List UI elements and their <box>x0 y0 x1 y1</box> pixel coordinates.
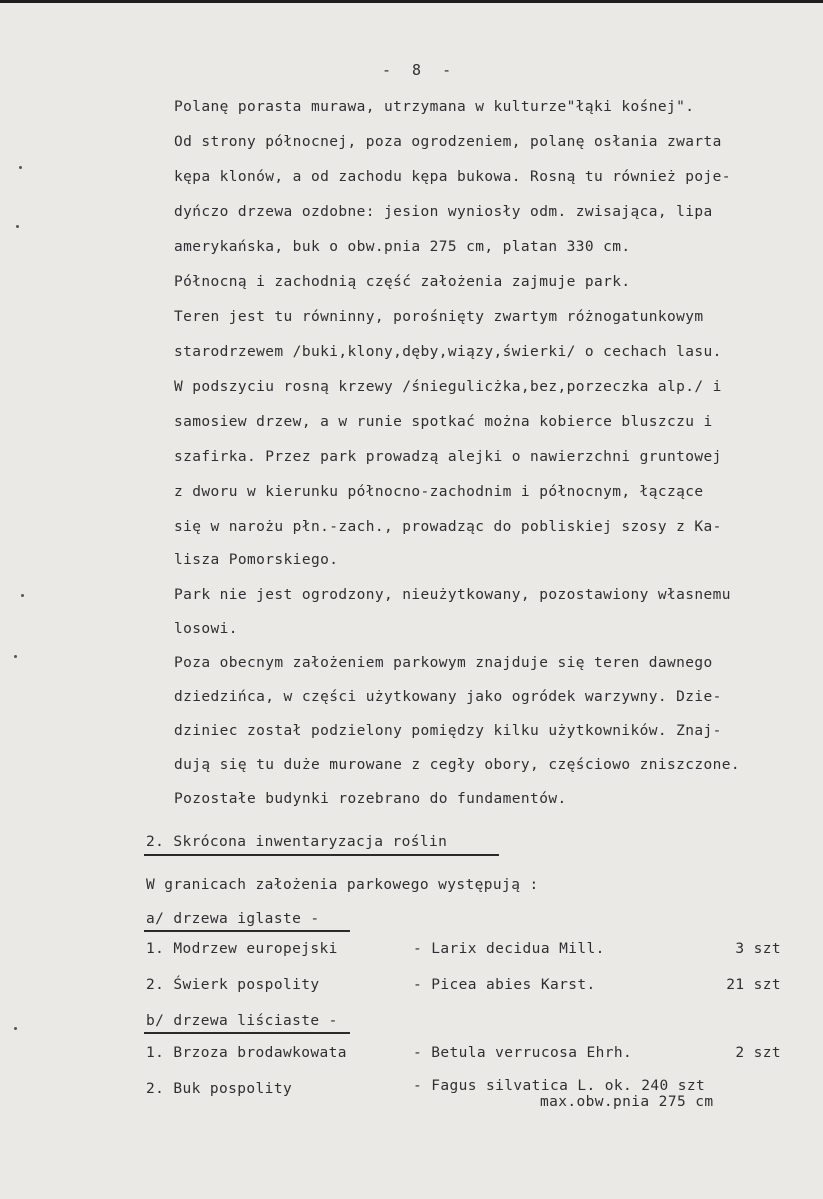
group-label-conifers: a/ drzewa iglaste - <box>146 911 320 927</box>
group-underline <box>144 1032 350 1034</box>
text-line: W podszyciu rosną krzewy /śniegulicżka,bez,porzeczka alp./ i <box>174 379 722 395</box>
text-line: kępa klonów, a od zachodu kępa bukowa. Rosną tu również poje- <box>174 169 731 185</box>
species-latin: - Larix decidua Mill. <box>413 941 605 957</box>
text-line: amerykańska, buk o obw.pnia 275 cm, platan 330 cm. <box>174 239 631 255</box>
text-line: Poza obecnym założeniem parkowym znajduje się teren dawnego <box>174 655 713 671</box>
inventory-intro: W granicach założenia parkowego występują : <box>146 877 539 893</box>
margin-speck <box>16 225 19 228</box>
species-latin: - Fagus silvatica L. ok. 240 szt <box>413 1078 706 1094</box>
page-number: - 8 - <box>382 61 458 79</box>
margin-speck <box>19 166 22 169</box>
heading-underline <box>144 854 499 856</box>
text-line: dziniec został podzielony pomiędzy kilku użytkowników. Znaj- <box>174 723 722 739</box>
margin-speck <box>14 655 17 658</box>
species-name: 2. Buk pospolity <box>146 1081 293 1097</box>
text-line: Pozostałe budynki rozebrano do fundamentów. <box>174 791 567 807</box>
species-name: 1. Brzoza brodawkowata <box>146 1045 347 1061</box>
text-line: losowi. <box>174 621 238 637</box>
species-latin: - Betula verrucosa Ehrh. <box>413 1045 633 1061</box>
text-line: szafirka. Przez park prowadzą alejki o nawierzchni gruntowej <box>174 449 722 465</box>
species-note: max.obw.pnia 275 cm <box>540 1094 714 1110</box>
text-line: się w narożu płn.-zach., prowadząc do pobliskiej szosy z Ka- <box>174 519 722 535</box>
text-line: z dworu w kierunku północno-zachodnim i północnym, łączące <box>174 484 704 500</box>
text-line: dyńczo drzewa ozdobne: jesion wyniosły odm. zwisająca, lipa <box>174 204 713 220</box>
text-line: samosiew drzew, a w runie spotkać można kobierce bluszczu i <box>174 414 713 430</box>
text-line: dziedzińca, w części użytkowany jako ogródek warzywny. Dzie- <box>174 689 722 705</box>
group-underline <box>144 930 350 932</box>
margin-speck <box>21 594 24 597</box>
species-count: 21 szt <box>726 977 781 993</box>
species-count: 2 szt <box>735 1045 781 1061</box>
species-count: 3 szt <box>735 941 781 957</box>
text-line: Park nie jest ogrodzony, nieużytkowany, pozostawiony własnemu <box>174 587 731 603</box>
text-line: Od strony północnej, poza ogrodzeniem, polanę osłania zwarta <box>174 134 722 150</box>
text-line: Polanę porasta murawa, utrzymana w kulturze"łąki kośnej". <box>174 99 695 115</box>
text-line: dują się tu duże murowane z cegły obory, częściowo zniszczone. <box>174 757 741 773</box>
margin-speck <box>14 1027 17 1030</box>
species-name: 1. Modrzew europejski <box>146 941 338 957</box>
text-line: Teren jest tu równinny, porośnięty zwartym różnogatunkowym <box>174 309 704 325</box>
text-line: Północną i zachodnią część założenia zajmuje park. <box>174 274 631 290</box>
group-label-deciduous: b/ drzewa liściaste - <box>146 1013 338 1029</box>
species-latin: - Picea abies Karst. <box>413 977 596 993</box>
text-line: lisza Pomorskiego. <box>174 552 339 568</box>
section-heading: 2. Skrócona inwentaryzacja roślin <box>146 834 448 850</box>
species-name: 2. Świerk pospolity <box>146 977 320 993</box>
text-line: starodrzewem /buki,klony,dęby,wiązy,świerki/ o cechach lasu. <box>174 344 722 360</box>
